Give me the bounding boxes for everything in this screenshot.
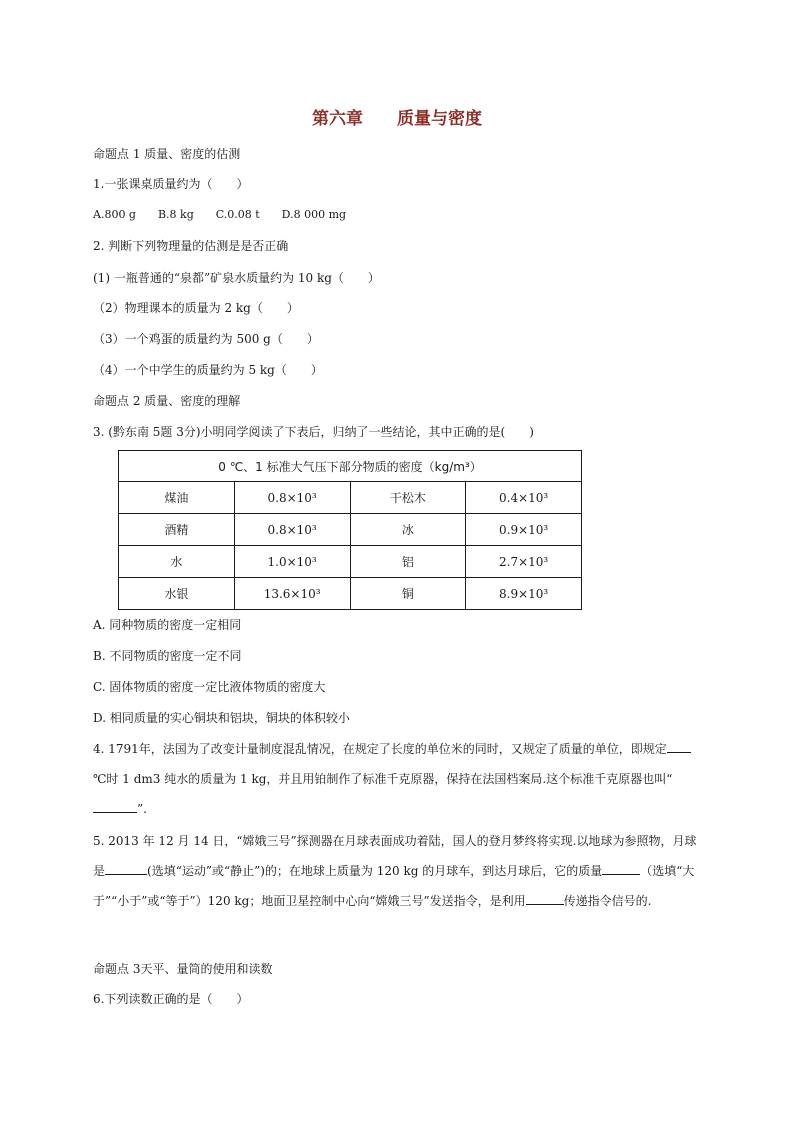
table-cell: 水银 <box>119 578 235 610</box>
answer-blank[interactable] <box>602 862 640 875</box>
density-table <box>118 450 582 610</box>
answer-blank[interactable] <box>667 740 691 753</box>
question-5-text-2: (选填“运动”或“静止”)的；在地球上质量为 120 kg 的月球车，到达月球后，它的质量 <box>147 864 603 878</box>
table-cell: 2.7×10³ <box>466 546 582 578</box>
table-row <box>119 546 582 578</box>
table-cell: 0.8×10³ <box>234 514 350 546</box>
table-cell: 煤油 <box>119 482 235 514</box>
question-4 <box>93 734 703 824</box>
question-6-stem: 6.下列读数正确的是（ ） <box>93 992 249 1006</box>
table-row <box>119 514 582 546</box>
question-3-stem: 3. (黔东南 5题 3分)小明同学阅读了下表后，归纳了一些结论，其中正确的是( ) <box>93 425 534 439</box>
table-cell: 1.0×10³ <box>234 546 350 578</box>
answer-blank[interactable] <box>105 862 147 875</box>
table-row <box>119 482 582 514</box>
topic-heading-2: 命题点 2 质量、密度的理解 <box>93 394 241 408</box>
question-2-item-2: （2）物理课本的质量为 2 kg（ ） <box>93 301 299 315</box>
question-4-text-3: ”. <box>137 802 147 816</box>
question-2-item-1: (1) 一瓶普通的“泉都”矿泉水质量约为 10 kg（ ） <box>93 271 380 285</box>
question-3-option-a: A. 同种物质的密度一定相同 <box>93 618 242 632</box>
table-cell: 酒精 <box>119 514 235 546</box>
table-cell: 水 <box>119 546 235 578</box>
question-2-item-3: （3）一个鸡蛋的质量约为 500 g（ ） <box>93 332 319 346</box>
table-cell: 13.6×10³ <box>234 578 350 610</box>
question-5-text-1: 5. 2013 年 12 月 14 日，“嫦娥三号”探测器在月球表面成功着陆，国人的登月梦终将实现.以地球为参照物，月球是 <box>93 834 697 878</box>
table-cell: 0.9×10³ <box>466 514 582 546</box>
question-2-item-4: （4）一个中学生的质量约为 5 kg（ ） <box>93 363 323 377</box>
chapter-title: 第六章 质量与密度 <box>312 109 482 129</box>
question-4-text-1: 4. 1791年，法国为了改变计量制度混乱情况，在规定了长度的单位米的同时，又规定了质量的单位，即规定 <box>93 742 667 756</box>
table-cell: 0.4×10³ <box>466 482 582 514</box>
topic-heading-3: 命题点 3天平、量筒的使用和读数 <box>93 962 273 976</box>
table-cell: 0.8×10³ <box>234 482 350 514</box>
question-5-text-3: （选填“大于”“小于”或“等于”）120 kg；地面卫星控制中心向“嫦娥三号”发送指令，是利用 <box>93 864 695 908</box>
question-1-options: A.800 g B.8 kg C.0.08 t D.8 000 mg <box>93 208 347 221</box>
table-cell: 冰 <box>350 514 466 546</box>
question-5-text-4: 传递指令信号的. <box>563 894 652 908</box>
table-cell: 8.9×10³ <box>466 578 582 610</box>
table-cell: 铜 <box>350 578 466 610</box>
question-3-option-c: C. 固体物质的密度一定比液体物质的密度大 <box>93 680 326 694</box>
question-3-option-d: D. 相同质量的实心铜块和铝块，铜块的体积较小 <box>93 711 350 725</box>
question-3-option-b: B. 不同物质的密度一定不同 <box>93 649 242 663</box>
answer-blank[interactable] <box>93 800 137 813</box>
topic-heading-1: 命题点 1 质量、密度的估测 <box>93 147 241 161</box>
answer-blank[interactable] <box>526 892 564 905</box>
density-table-caption: 0 ℃、1 标准大气压下部分物质的密度（kg/m³） <box>119 451 582 482</box>
table-cell: 干松木 <box>350 482 466 514</box>
table-cell: 铝 <box>350 546 466 578</box>
question-2-stem: 2. 判断下列物理量的估测是是否正确 <box>93 239 289 253</box>
question-4-text-2: ℃时 1 dm3 纯水的质量为 1 kg，并且用铂制作了标准千克原器，保持在法国档案局.这个标准千克原器也叫“ <box>93 772 673 786</box>
question-5 <box>93 826 703 916</box>
question-1-stem: 1.一张课桌质量约为（ ） <box>93 177 249 191</box>
table-row <box>119 578 582 610</box>
